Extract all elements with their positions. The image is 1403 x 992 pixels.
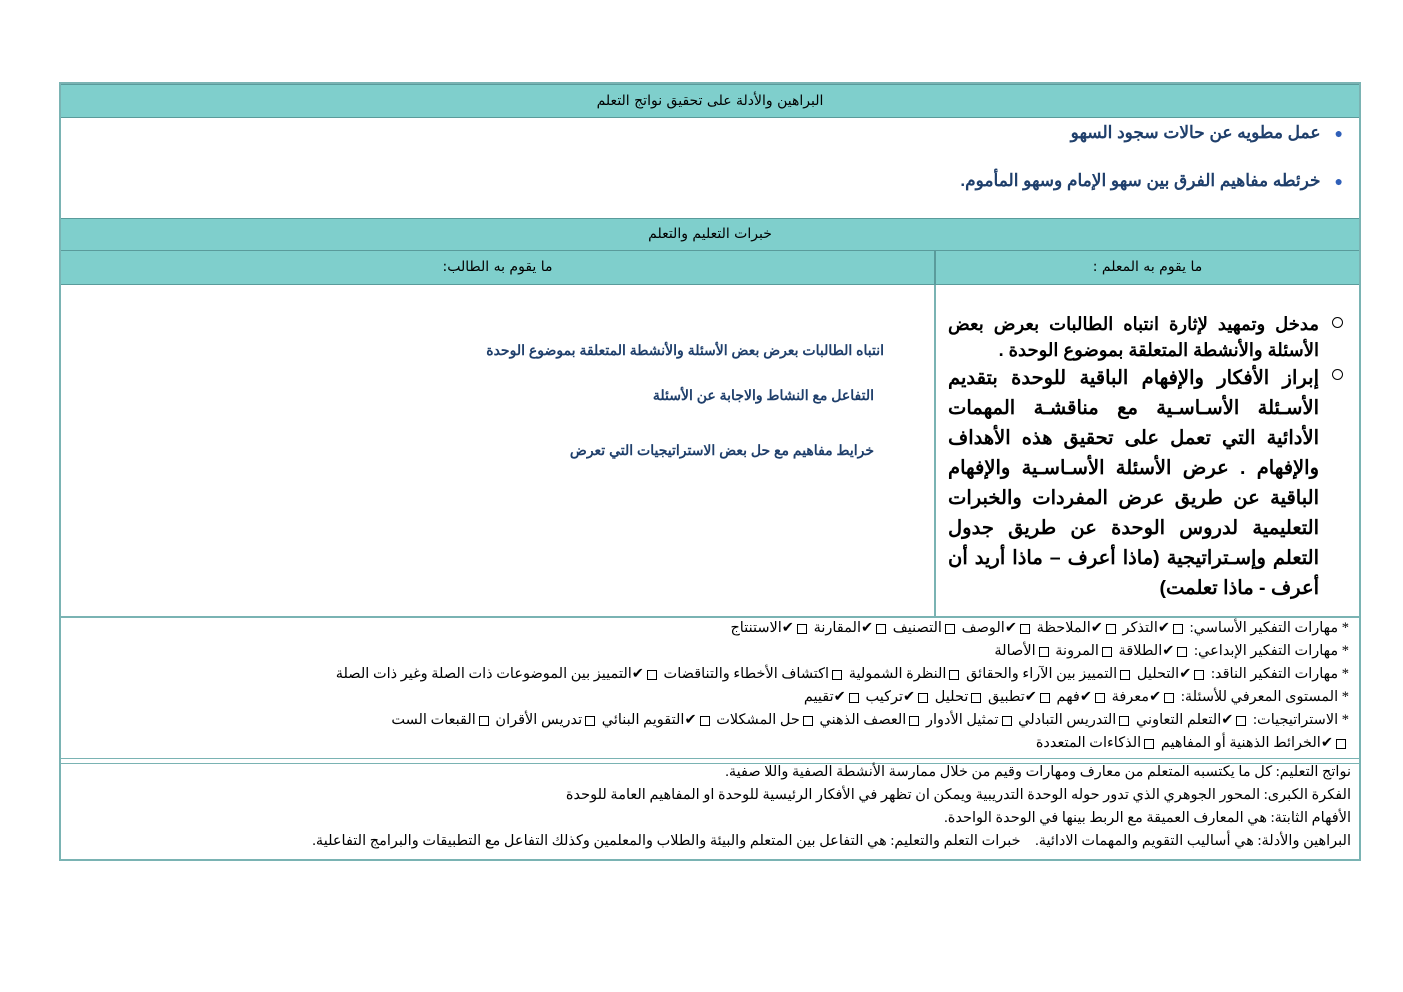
thinking-skills	[61, 618, 1359, 758]
teacher-activity: مدخل وتمهيد لإثارة انتباه الطالبات بعرض بعض الأسئلة والأنشطة المتعلقة بموضوع الوحدة .	[948, 311, 1343, 363]
teacher-activity: إبراز الأفكار والإفهام الباقية للوحدة بتقديم الأسـئلة الأسـاسـية مع مناقشـة المهمات الأدائية التي تعمل على تحقيق هذه الأهداف والإفهام . عرض الأسئلة الأسـاسـية والإفهام الباقية عن طريق عرض المفردات والخبرات التعليمية لدروس الوحدة عن طريق جدول التعلم وإسـتراتيجية (ماذا أعرف – ماذا أريد أن أعرف - ماذا تعلمت)	[948, 363, 1343, 603]
evidence-header: البراهين والأدلة على تحقيق نواتج التعلم	[61, 84, 1359, 118]
student-column-header: ما يقوم به الطالب:	[61, 251, 934, 285]
checkbox[interactable]	[479, 716, 489, 726]
bullet-icon: ●	[1334, 173, 1343, 189]
student-activity: التفاعل مع النشاط والاجابة عن الأسئلة	[652, 387, 874, 403]
student-activity: انتباه الطالبات بعرض بعض الأسئلة والأنشطة المتعلقة بموضوع الوحدة	[486, 342, 884, 358]
strategies-row-2: ✔الخرائط الذهنية أو المفاهيم الذكاءات المتعددة	[1036, 735, 1349, 752]
checkbox[interactable]	[1039, 647, 1049, 657]
question-levels-row: * المستوى المعرفي للأسئلة: ✔معرفة ✔فهم ✔تطبيق تحليل ✔تركيب ✔تقييم	[803, 689, 1349, 705]
checkbox[interactable]	[1236, 716, 1246, 726]
glossary-line: نواتج التعليم: كل ما يكتسبه المتعلم من معارف ومهارات وقيم من خلال ممارسة الأنشطة الصفية واللا صفية.	[725, 764, 1351, 780]
checkbox[interactable]	[909, 716, 919, 726]
checkbox[interactable]	[1102, 647, 1112, 657]
checkbox[interactable]	[1040, 693, 1050, 703]
checkbox[interactable]	[1164, 693, 1174, 703]
basic-skills-row: * مهارات التفكير الأساسي: ✔التذكر ✔الملاحظة ✔الوصف التصنيف ✔المقارنة ✔الاستنتاج	[730, 620, 1349, 636]
glossary-line: الأفهام الثابتة: هي المعارف العميقة مع الربط بينها في الوحدة الواحدة.	[944, 810, 1351, 826]
lesson-plan-table	[59, 82, 1361, 861]
creative-skills-row: * مهارات التفكير الإبداعي: ✔الطلاقة المرونة الأصالة	[994, 643, 1349, 659]
checkbox[interactable]	[945, 624, 955, 634]
checkbox[interactable]	[700, 716, 710, 726]
glossary-line: الفكرة الكبرى: المحور الجوهري الذي تدور حوله الوحدة التدريبية ويمكن ان تظهر في الأفكار الرئيسية للوحدة او المفاهيم العامة للوحدة	[565, 787, 1351, 803]
checkbox[interactable]	[803, 716, 813, 726]
checkbox[interactable]	[1336, 739, 1346, 749]
circle-bullet-icon	[1332, 369, 1343, 380]
checkbox[interactable]	[797, 624, 807, 634]
bullet-icon: ●	[1334, 125, 1343, 141]
checkbox[interactable]	[832, 670, 842, 680]
student-activities	[61, 285, 934, 616]
checkbox[interactable]	[1002, 716, 1012, 726]
checkbox[interactable]	[585, 716, 595, 726]
teacher-activities	[936, 285, 1359, 616]
evidence-section	[61, 118, 1359, 218]
checkbox[interactable]	[876, 624, 886, 634]
strategies-row: * الاستراتيجيات: ✔التعلم التعاوني التدريس التبادلي تمثيل الأدوار العصف الذهني حل المشكلات ✔التقويم البنائي تدريس الأقران القبعات الست	[391, 712, 1349, 728]
experiences-header: خبرات التعليم والتعلم	[61, 218, 1359, 251]
checkbox[interactable]	[849, 693, 859, 703]
checkbox[interactable]	[1144, 739, 1154, 749]
checkbox[interactable]	[1020, 624, 1030, 634]
checkbox[interactable]	[1173, 624, 1183, 634]
evidence-item: ●خرئطه مفاهيم الفرق بين سهو الإمام وسهو المأموم.	[960, 171, 1343, 190]
checkbox[interactable]	[918, 693, 928, 703]
checkbox[interactable]	[949, 670, 959, 680]
teacher-column-header: ما يقوم به المعلم :	[934, 251, 1359, 285]
checkbox[interactable]	[1120, 670, 1130, 680]
glossary-line: البراهين والأدلة: هي أساليب التقويم والمهمات الادائية. خبرات التعلم والتعليم: هي التفاعل بين المتعلم والبيئة والطلاب والمعلمين وكذلك التفاعل مع التطبيقات والبرامج التفاعلية.	[312, 833, 1351, 849]
critical-skills-row: * مهارات التفكير الناقد: ✔التحليل التمييز بين الآراء والحقائق النظرة الشمولية اكتشاف الأخطاء والتناقضات ✔التمييز بين الموضوعات ذات الصلة وغير ذات الصلة	[335, 666, 1349, 682]
checkbox[interactable]	[1095, 693, 1105, 703]
checkbox[interactable]	[1177, 647, 1187, 657]
glossary-section	[61, 762, 1359, 859]
circle-bullet-icon	[1332, 317, 1343, 328]
student-activity: خرايط مفاهيم مع حل بعض الاستراتيجيات التي تعرض	[569, 442, 874, 458]
checkbox[interactable]	[1119, 716, 1129, 726]
checkbox[interactable]	[1194, 670, 1204, 680]
checkbox[interactable]	[647, 670, 657, 680]
checkbox[interactable]	[1106, 624, 1116, 634]
checkbox[interactable]	[971, 693, 981, 703]
evidence-item: ●عمل مطويه عن حالات سجود السهو	[1070, 123, 1343, 142]
